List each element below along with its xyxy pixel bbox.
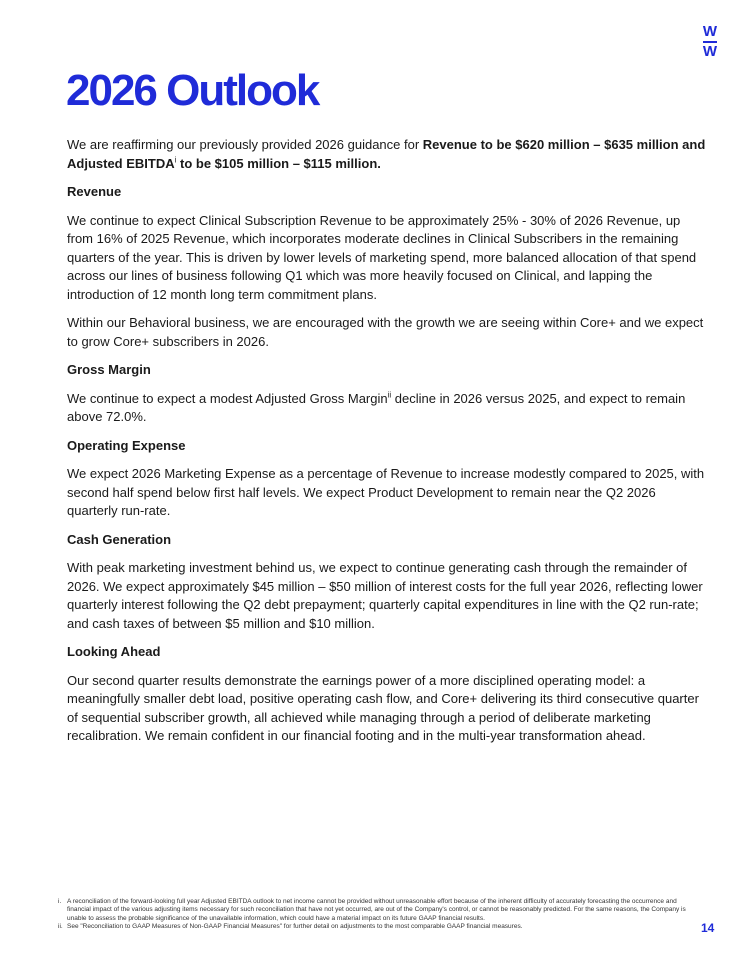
- footnote-i: [58, 898, 698, 923]
- gross-margin-paragraph: [67, 390, 707, 427]
- revenue-paragraph-2: Within our Behavioral business, we are encouraged with the growth we are seeing within Core+ and we expect to grow Core+ subscribers in 2026.: [67, 315, 704, 349]
- footnotes: [58, 898, 698, 931]
- footnote-ref-i: i: [174, 155, 177, 165]
- logo-letter-top: W: [702, 23, 718, 40]
- looking-ahead-heading: Looking Ahead: [67, 644, 161, 659]
- intro-bold-ebitda: to be $105 million – $115 million.: [176, 155, 381, 171]
- gross-margin-text-b: decline in 2026 versus 2025, and expect to remain above 72.0%.: [67, 390, 686, 424]
- revenue-paragraph-1: We continue to expect Clinical Subscription Revenue to be approximately 25% - 30% of 2026 Revenue, up from 16% of 2025 Revenue, which incorporates moderate declines in Clinical Subscribers in the remaining quarters of the year. This is driven by lower levels of marketing spend, more balanced allocation of that spend across our lines of business following Q1 which was more heavily focused on Clinical, and lapping the introduction of 12 month long term commitment plans.: [67, 212, 697, 302]
- logo-letter-bottom: W: [702, 43, 718, 60]
- gross-margin-text-a: We continue to expect a modest Adjusted Gross Margin: [67, 390, 388, 406]
- intro-bold-guidance: Revenue to be $620 million – $635 million and Adjusted EBITDA: [67, 137, 706, 171]
- intro-text: We are reaffirming our previously provided 2026 guidance for: [67, 137, 423, 152]
- footnote-text: See "Reconciliation to GAAP Measures of Non-GAAP Financial Measures" for further detail on adjustments to the most comparable GAAP financial measures.: [67, 922, 523, 930]
- cash-generation-paragraph: With peak marketing investment behind us, we expect to continue generating cash through the remainder of 2026. We expect approximately $45 million – $50 million of interest costs for the full year 2026, reflecting lower quarterly interest following the Q2 debt prepayment; quarterly capital expenditures in line with the Q2 run-rate; and cash taxes of between $5 million and $10 million.: [67, 560, 703, 631]
- page-number: 14: [701, 921, 715, 935]
- intro-paragraph: [67, 136, 707, 173]
- main-content: [67, 136, 707, 756]
- operating-expense-paragraph: We expect 2026 Marketing Expense as a percentage of Revenue to increase modestly compared to 2025, with second half spend below first half levels. We expect Product Development to remain near the Q2 2026 quarterly run-rate.: [67, 466, 705, 518]
- revenue-heading: Revenue: [67, 184, 122, 199]
- ww-logo: [702, 24, 718, 60]
- page-title: 2026 Outlook: [66, 66, 319, 115]
- footnote-ref-ii: ii: [387, 390, 392, 400]
- gross-margin-heading: Gross Margin: [67, 362, 151, 377]
- footnote-ii: [58, 923, 698, 931]
- footnote-text: A reconciliation of the forward-looking full year Adjusted EBITDA outlook to net income cannot be provided without unreasonable effort because of the inherent difficulty of accurately forecasting the occurrence and financial impact of the various adjusting items necessary for such reconciliation that have not yet occurred, are out of the Company's control, or cannot be reasonably predicted. For the same reasons, the Company is unable to assess the probable significance of the unavailable information, which could have a material impact on its future GAAP financial results.: [67, 898, 686, 922]
- operating-expense-heading: Operating Expense: [67, 437, 186, 453]
- footnote-mark: i.: [58, 898, 62, 905]
- cash-generation-heading: Cash Generation: [67, 531, 172, 547]
- footnote-mark: ii.: [58, 922, 63, 930]
- looking-ahead-paragraph: Our second quarter results demonstrate the earnings power of a more disciplined operating model: a meaningfully smaller debt load, positive operating cash flow, and Core+ delivering its third consecutive quarter of sequential subscriber growth, all achieved while managing through a period of deliberate marketing recalibration. We remain confident in our financial footing and in the multi-year transformation ahead.: [67, 672, 699, 743]
